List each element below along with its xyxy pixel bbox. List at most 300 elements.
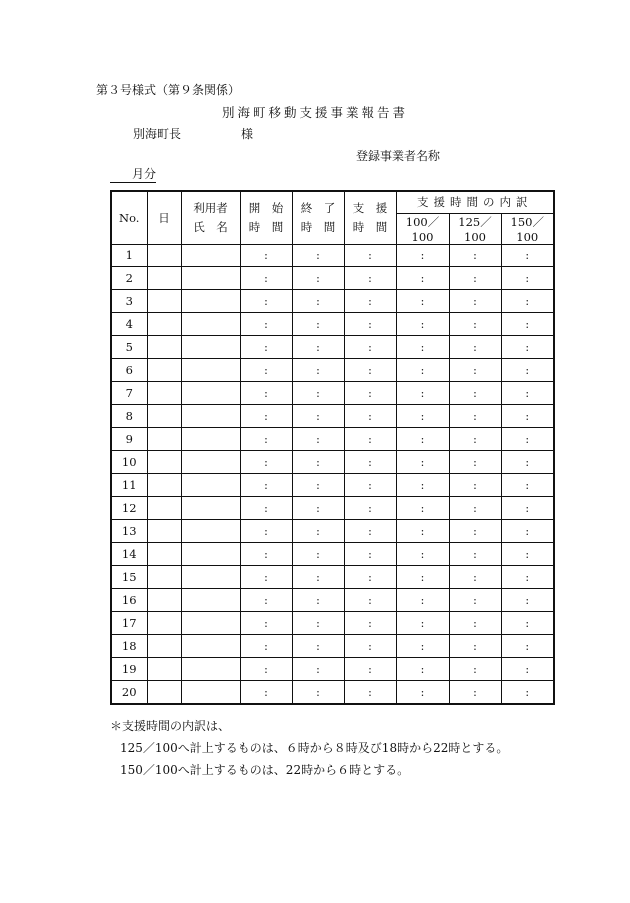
end-time-cell[interactable]	[292, 382, 344, 405]
day-cell[interactable]	[147, 496, 181, 519]
time-separator: :	[368, 479, 372, 492]
time-separator: :	[368, 364, 372, 378]
note-125: 125／100へ計上するものは、６時から８時及び18時から22時とする。	[120, 741, 509, 755]
notes	[110, 715, 508, 781]
support-time-cell[interactable]	[344, 382, 396, 405]
rate-100-cell[interactable]	[396, 290, 449, 313]
day-cell[interactable]	[147, 588, 181, 611]
table-row	[111, 428, 554, 451]
end-time-cell[interactable]	[292, 244, 344, 267]
rate-150-cell[interactable]	[501, 611, 554, 634]
rate-150-cell[interactable]	[501, 244, 554, 267]
time-separator: :	[264, 570, 268, 584]
time-separator: :	[525, 295, 530, 309]
table-row	[111, 496, 554, 519]
time-separator: :	[264, 318, 268, 332]
support-time-cell[interactable]	[344, 565, 396, 588]
time-separator: :	[525, 410, 530, 424]
time-separator: :	[525, 272, 530, 286]
rate-100-cell[interactable]	[396, 267, 449, 290]
time-separator: :	[420, 410, 425, 424]
time-separator: :	[473, 272, 477, 286]
time-separator: :	[264, 685, 268, 699]
time-separator: :	[473, 456, 477, 470]
rate-100-cell[interactable]	[396, 519, 449, 542]
time-separator: :	[368, 524, 372, 538]
rate-100-cell[interactable]	[396, 359, 449, 382]
rate-125-cell[interactable]	[449, 565, 501, 588]
support-time-cell[interactable]	[344, 405, 396, 428]
time-separator: :	[420, 570, 425, 584]
row-number-text: 6	[125, 363, 133, 378]
row-number	[111, 336, 147, 359]
support-time-cell[interactable]	[344, 634, 396, 657]
rate-125-cell[interactable]	[449, 267, 501, 290]
start-time-cell[interactable]	[240, 565, 292, 588]
support-time-cell[interactable]	[344, 496, 396, 519]
time-separator: :	[264, 433, 268, 447]
rate-150-cell[interactable]	[501, 634, 554, 657]
day-cell[interactable]	[147, 451, 181, 474]
header-user-name: 利用者 氏 名	[181, 191, 240, 244]
row-number-text: 8	[125, 409, 133, 424]
rate-100-cell[interactable]	[396, 496, 449, 519]
time-separator: :	[420, 433, 425, 447]
table-row	[111, 565, 554, 588]
user-name-cell[interactable]	[181, 405, 240, 428]
rate-100-cell[interactable]	[396, 634, 449, 657]
table-row	[111, 290, 554, 313]
user-name-cell[interactable]	[181, 313, 240, 336]
day-cell[interactable]	[147, 519, 181, 542]
support-time-cell[interactable]	[344, 359, 396, 382]
time-separator: :	[264, 501, 268, 515]
table-row	[111, 680, 554, 704]
support-time-cell[interactable]	[344, 680, 396, 704]
user-name-cell[interactable]	[181, 496, 240, 519]
rate-125-cell[interactable]	[449, 405, 501, 428]
rate-150-cell[interactable]	[501, 496, 554, 519]
row-number-text: 5	[125, 340, 133, 355]
rate-125-cell[interactable]	[449, 428, 501, 451]
time-separator: :	[368, 547, 372, 561]
start-time-cell[interactable]	[240, 405, 292, 428]
row-number	[111, 405, 147, 428]
support-time-cell[interactable]	[344, 542, 396, 565]
time-separator: :	[525, 570, 530, 584]
time-separator: :	[316, 616, 320, 630]
end-time-cell[interactable]	[292, 519, 344, 542]
time-separator: :	[473, 364, 477, 378]
user-name-cell[interactable]	[181, 542, 240, 565]
end-time-cell[interactable]	[292, 359, 344, 382]
time-separator: :	[473, 433, 477, 447]
start-time-cell[interactable]	[240, 634, 292, 657]
row-number	[111, 313, 147, 336]
table-row	[111, 474, 554, 497]
time-separator: :	[420, 616, 425, 630]
start-time-cell[interactable]	[240, 680, 292, 704]
row-number-text: 18	[121, 638, 137, 653]
time-separator: :	[368, 685, 372, 699]
end-time-cell[interactable]	[292, 267, 344, 290]
time-separator: :	[473, 501, 477, 515]
user-name-cell[interactable]	[181, 588, 240, 611]
rate-150-cell[interactable]	[501, 588, 554, 611]
time-separator: :	[316, 570, 320, 584]
rate-125-cell[interactable]	[449, 359, 501, 382]
rate-150-cell[interactable]	[501, 336, 554, 359]
end-time-cell[interactable]	[292, 405, 344, 428]
row-number	[111, 496, 147, 519]
time-separator: :	[420, 524, 425, 538]
time-separator: :	[420, 501, 425, 515]
operator-name-label: 登録事業者名称	[356, 149, 441, 163]
time-separator: :	[316, 479, 320, 492]
rate-125-cell[interactable]	[449, 588, 501, 611]
header-start-time: 開 始 時 間	[240, 191, 292, 244]
end-time-cell[interactable]	[292, 496, 344, 519]
time-separator: :	[264, 593, 268, 607]
support-time-cell[interactable]	[344, 611, 396, 634]
time-separator: :	[316, 456, 320, 470]
rate-100-cell[interactable]	[396, 313, 449, 336]
header-rate-125: 125／100	[449, 213, 501, 244]
row-number	[111, 680, 147, 704]
end-time-cell[interactable]	[292, 313, 344, 336]
start-time-cell[interactable]	[240, 244, 292, 267]
user-name-cell[interactable]	[181, 680, 240, 704]
day-cell[interactable]	[147, 474, 181, 497]
rate-100-cell[interactable]	[396, 657, 449, 680]
time-separator: :	[525, 547, 530, 561]
rate-150-cell[interactable]	[501, 474, 554, 497]
table-row	[111, 244, 554, 267]
end-time-cell[interactable]	[292, 657, 344, 680]
time-separator: :	[264, 249, 268, 263]
rate-125-cell[interactable]	[449, 336, 501, 359]
rate-125-cell[interactable]	[449, 680, 501, 704]
time-separator: :	[420, 456, 425, 470]
rate-150-cell[interactable]	[501, 267, 554, 290]
rate-100-cell[interactable]	[396, 474, 449, 497]
user-name-cell[interactable]	[181, 634, 240, 657]
time-separator: :	[525, 456, 530, 470]
support-time-cell[interactable]	[344, 474, 396, 497]
day-cell[interactable]	[147, 680, 181, 704]
rate-150-cell[interactable]	[501, 565, 554, 588]
user-name-cell[interactable]	[181, 244, 240, 267]
day-cell[interactable]	[147, 290, 181, 313]
user-name-cell[interactable]	[181, 428, 240, 451]
row-number	[111, 359, 147, 382]
rate-125-cell[interactable]	[449, 451, 501, 474]
form-number: 第３号様式（第９条関係）	[96, 83, 241, 97]
time-separator: :	[525, 639, 530, 653]
end-time-cell[interactable]	[292, 428, 344, 451]
rate-125-cell[interactable]	[449, 290, 501, 313]
rate-150-cell[interactable]	[501, 657, 554, 680]
user-name-cell[interactable]	[181, 611, 240, 634]
rate-100-cell[interactable]	[396, 451, 449, 474]
row-number	[111, 542, 147, 565]
user-name-cell[interactable]	[181, 290, 240, 313]
support-time-cell[interactable]	[344, 267, 396, 290]
table-row	[111, 336, 554, 359]
rate-150-cell[interactable]	[501, 405, 554, 428]
start-time-cell[interactable]	[240, 588, 292, 611]
support-time-cell[interactable]	[344, 244, 396, 267]
table-row	[111, 542, 554, 565]
time-separator: :	[420, 249, 425, 263]
end-time-cell[interactable]	[292, 611, 344, 634]
time-separator: :	[525, 341, 530, 355]
time-separator: :	[316, 501, 320, 515]
time-separator: :	[420, 662, 425, 676]
rate-125-cell[interactable]	[449, 244, 501, 267]
row-number	[111, 588, 147, 611]
time-separator: :	[368, 272, 372, 286]
row-number-text: 11	[121, 478, 137, 492]
row-number	[111, 657, 147, 680]
start-time-cell[interactable]	[240, 611, 292, 634]
rate-125-cell[interactable]	[449, 313, 501, 336]
rate-125-cell[interactable]	[449, 542, 501, 565]
time-separator: :	[473, 547, 477, 561]
row-number-text: 13	[121, 523, 137, 538]
start-time-cell[interactable]	[240, 267, 292, 290]
row-number	[111, 634, 147, 657]
addressee-name: 別海町長	[133, 127, 182, 141]
day-cell[interactable]	[147, 565, 181, 588]
row-number-text: 15	[121, 569, 137, 584]
row-number-text: 17	[121, 615, 137, 630]
time-separator: :	[473, 639, 477, 653]
day-cell[interactable]	[147, 611, 181, 634]
time-separator: :	[473, 295, 477, 309]
rate-100-cell[interactable]	[396, 428, 449, 451]
time-separator: :	[264, 547, 268, 561]
time-separator: :	[473, 662, 477, 676]
rate-125-cell[interactable]	[449, 611, 501, 634]
header-end-time: 終 了 時 間	[292, 191, 344, 244]
rate-125-cell[interactable]	[449, 382, 501, 405]
time-separator: :	[525, 685, 530, 699]
day-cell[interactable]	[147, 428, 181, 451]
support-time-cell[interactable]	[344, 588, 396, 611]
day-cell[interactable]	[147, 542, 181, 565]
rate-100-cell[interactable]	[396, 565, 449, 588]
rate-125-cell[interactable]	[449, 474, 501, 497]
note-150: 150／100へ計上するものは、22時から６時とする。	[120, 763, 410, 777]
rate-100-cell[interactable]	[396, 336, 449, 359]
day-cell[interactable]	[147, 657, 181, 680]
row-number	[111, 474, 147, 497]
time-separator: :	[368, 501, 372, 515]
time-separator: :	[473, 524, 477, 538]
time-separator: :	[264, 272, 268, 286]
support-time-cell[interactable]	[344, 428, 396, 451]
time-separator: :	[264, 341, 268, 355]
rate-150-cell[interactable]	[501, 290, 554, 313]
rate-100-cell[interactable]	[396, 382, 449, 405]
time-separator: :	[368, 387, 372, 401]
rate-100-cell[interactable]	[396, 588, 449, 611]
time-separator: :	[264, 410, 268, 424]
start-time-cell[interactable]	[240, 336, 292, 359]
user-name-cell[interactable]	[181, 565, 240, 588]
row-number-text: 2	[125, 271, 133, 286]
time-separator: :	[264, 295, 268, 309]
row-number-text: 1	[125, 248, 133, 263]
row-number-text: 14	[121, 546, 137, 561]
rate-100-cell[interactable]	[396, 405, 449, 428]
start-time-cell[interactable]	[240, 657, 292, 680]
time-separator: :	[420, 547, 425, 561]
time-separator: :	[264, 662, 268, 676]
end-time-cell[interactable]	[292, 290, 344, 313]
time-separator: :	[316, 547, 320, 561]
row-number-text: 19	[121, 661, 137, 676]
end-time-cell[interactable]	[292, 474, 344, 497]
time-separator: :	[316, 685, 320, 699]
time-separator: :	[316, 295, 320, 309]
time-separator: :	[264, 456, 268, 470]
row-number	[111, 428, 147, 451]
user-name-cell[interactable]	[181, 451, 240, 474]
time-separator: :	[420, 593, 425, 607]
support-time-cell[interactable]	[344, 290, 396, 313]
row-number-text: 12	[121, 500, 137, 515]
table-row	[111, 611, 554, 634]
header-day: 日	[147, 191, 181, 244]
start-time-cell[interactable]	[240, 542, 292, 565]
time-separator: :	[420, 341, 425, 355]
time-separator: :	[264, 639, 268, 653]
end-time-cell[interactable]	[292, 588, 344, 611]
support-time-cell[interactable]	[344, 519, 396, 542]
rate-150-cell[interactable]	[501, 382, 554, 405]
time-separator: :	[264, 387, 268, 401]
row-number	[111, 244, 147, 267]
start-time-cell[interactable]	[240, 474, 292, 497]
start-time-cell[interactable]	[240, 451, 292, 474]
time-separator: :	[525, 364, 530, 378]
table-row	[111, 657, 554, 680]
rate-125-cell[interactable]	[449, 496, 501, 519]
note-heading: ＊支援時間の内訳は、	[110, 719, 231, 733]
rate-100-cell[interactable]	[396, 680, 449, 704]
day-cell[interactable]	[147, 382, 181, 405]
rate-100-cell[interactable]	[396, 611, 449, 634]
rate-150-cell[interactable]	[501, 359, 554, 382]
support-time-cell[interactable]	[344, 657, 396, 680]
row-number	[111, 451, 147, 474]
addressee-suffix: 様	[241, 127, 254, 141]
header-rate-100: 100／100	[396, 213, 449, 244]
user-name-cell[interactable]	[181, 336, 240, 359]
day-cell[interactable]	[147, 405, 181, 428]
time-separator: :	[473, 318, 477, 332]
row-number	[111, 382, 147, 405]
row-number-text: 9	[125, 432, 133, 447]
header-support-time: 支 援 時 間	[344, 191, 396, 244]
support-time-cell[interactable]	[344, 451, 396, 474]
rate-125-cell[interactable]	[449, 519, 501, 542]
rate-100-cell[interactable]	[396, 244, 449, 267]
time-separator: :	[525, 593, 530, 607]
time-separator: :	[473, 341, 477, 355]
user-name-cell[interactable]	[181, 474, 240, 497]
rate-150-cell[interactable]	[501, 542, 554, 565]
time-separator: :	[368, 570, 372, 584]
user-name-cell[interactable]	[181, 519, 240, 542]
rate-150-cell[interactable]	[501, 428, 554, 451]
end-time-cell[interactable]	[292, 542, 344, 565]
start-time-cell[interactable]	[240, 519, 292, 542]
day-cell[interactable]	[147, 359, 181, 382]
end-time-cell[interactable]	[292, 634, 344, 657]
row-number-text: 16	[121, 592, 137, 607]
start-time-cell[interactable]	[240, 313, 292, 336]
month-label: 月分	[110, 165, 156, 183]
day-cell[interactable]	[147, 634, 181, 657]
time-separator: :	[368, 593, 372, 607]
start-time-cell[interactable]	[240, 428, 292, 451]
end-time-cell[interactable]	[292, 451, 344, 474]
time-separator: :	[525, 662, 530, 676]
rate-150-cell[interactable]	[501, 313, 554, 336]
rate-125-cell[interactable]	[449, 634, 501, 657]
start-time-cell[interactable]	[240, 290, 292, 313]
time-separator: :	[368, 456, 372, 470]
rate-150-cell[interactable]	[501, 519, 554, 542]
table-row	[111, 359, 554, 382]
table-row	[111, 519, 554, 542]
rate-150-cell[interactable]	[501, 451, 554, 474]
time-separator: :	[316, 593, 320, 607]
day-cell[interactable]	[147, 267, 181, 290]
row-number-text: 10	[121, 455, 137, 470]
start-time-cell[interactable]	[240, 359, 292, 382]
user-name-cell[interactable]	[181, 267, 240, 290]
time-separator: :	[264, 524, 268, 538]
time-separator: :	[473, 249, 477, 263]
time-separator: :	[368, 341, 372, 355]
support-time-cell[interactable]	[344, 336, 396, 359]
time-separator: :	[473, 570, 477, 584]
user-name-cell[interactable]	[181, 382, 240, 405]
end-time-cell[interactable]	[292, 680, 344, 704]
start-time-cell[interactable]	[240, 496, 292, 519]
user-name-cell[interactable]	[181, 359, 240, 382]
time-separator: :	[525, 249, 530, 263]
day-cell[interactable]	[147, 244, 181, 267]
time-separator: :	[368, 616, 372, 630]
time-separator: :	[264, 479, 268, 492]
rate-100-cell[interactable]	[396, 542, 449, 565]
end-time-cell[interactable]	[292, 565, 344, 588]
rate-150-cell[interactable]	[501, 680, 554, 704]
day-cell[interactable]	[147, 313, 181, 336]
user-name-cell[interactable]	[181, 657, 240, 680]
time-separator: :	[525, 387, 530, 401]
start-time-cell[interactable]	[240, 382, 292, 405]
end-time-cell[interactable]	[292, 336, 344, 359]
rate-125-cell[interactable]	[449, 657, 501, 680]
day-cell[interactable]	[147, 336, 181, 359]
support-time-cell[interactable]	[344, 313, 396, 336]
